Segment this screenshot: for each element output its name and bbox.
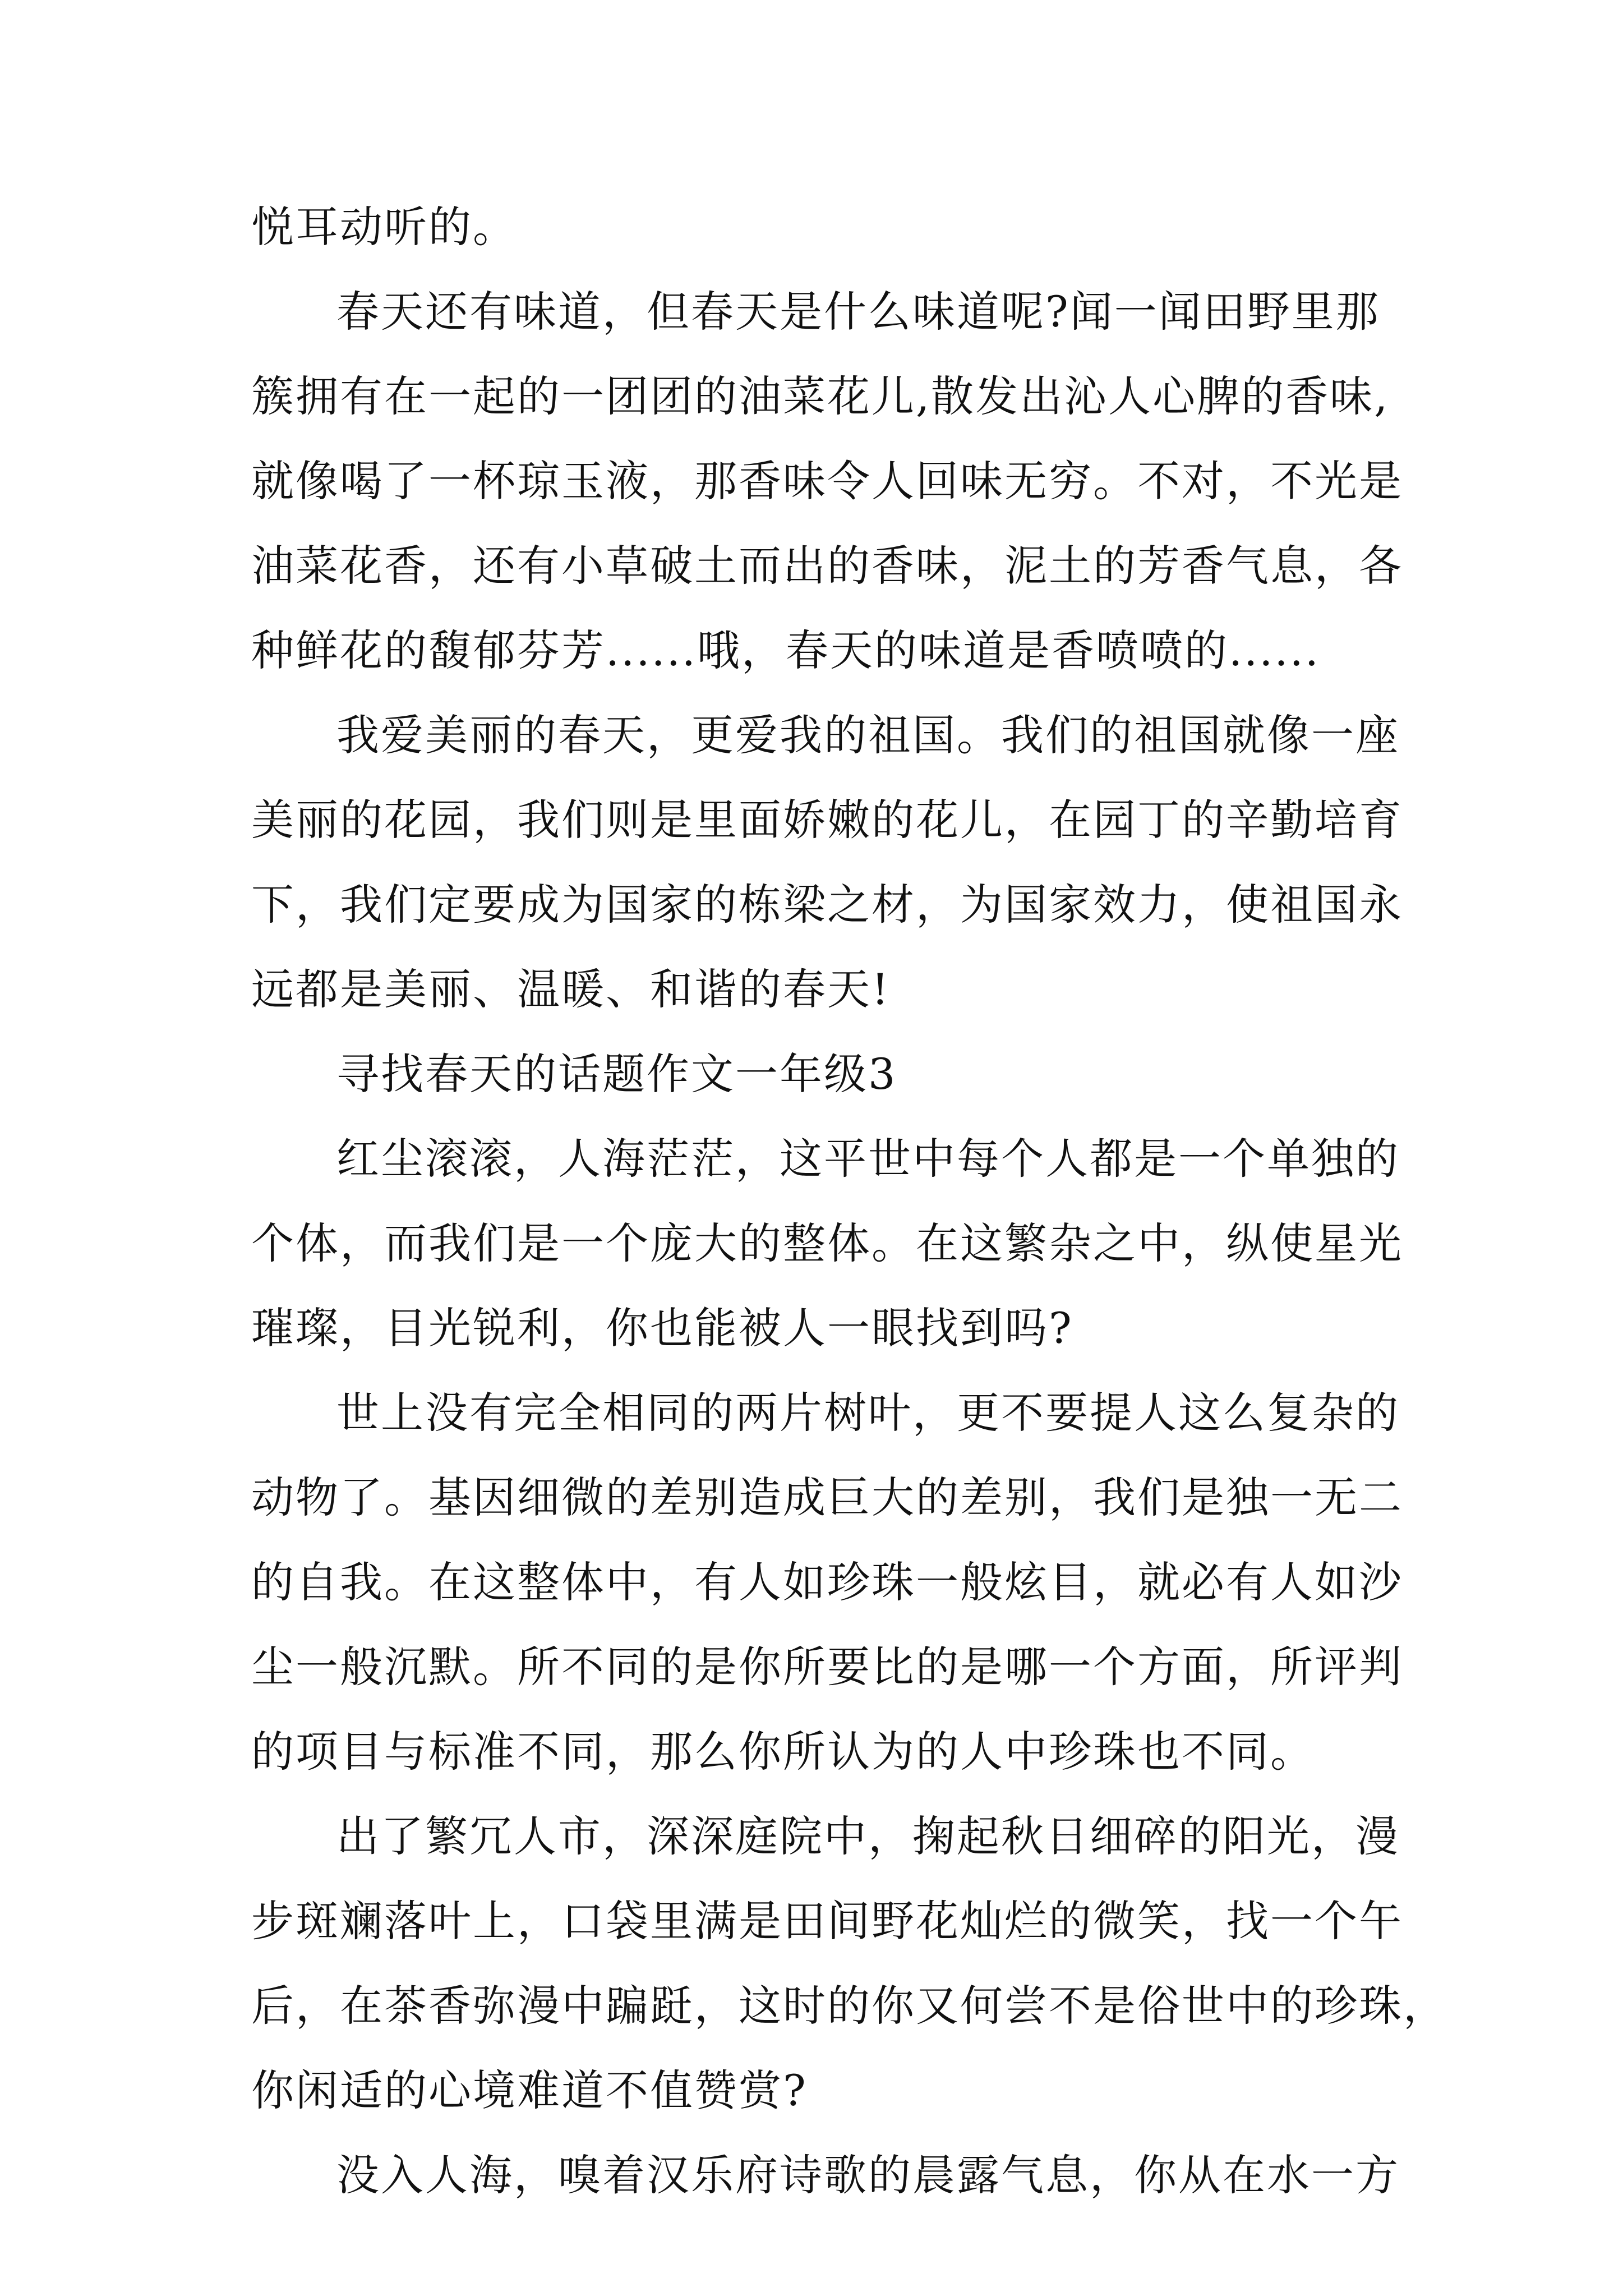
- text-line: 个体，而我们是一个庞大的整体。在这繁杂之中，纵使星光: [251, 1218, 1403, 1268]
- text-line: 下，我们定要成为国家的栋梁之材，为国家效力，使祖国永: [251, 880, 1403, 930]
- text-line: 动物了。基因细微的差别造成巨大的差别，我们是独一无二: [251, 1473, 1403, 1522]
- text-line: 的项目与标准不同，那么你所认为的人中珍珠也不同。: [251, 1727, 1315, 1777]
- text-line: 的自我。在这整体中，有人如珍珠一般炫目，就必有人如沙: [251, 1557, 1403, 1607]
- text-line: 你闲适的心境难道不值赞赏?: [251, 2065, 808, 2115]
- text-line: 种鲜花的馥郁芬芳......哦，春天的味道是香喷喷的......: [251, 625, 1320, 675]
- paragraph-first-line: 我爱美丽的春天，更爱我的祖国。我们的祖国就像一座: [336, 710, 1400, 760]
- paragraph-first-line: 出了繁冗人市，深深庭院中，掬起秋日细碎的阳光，漫: [336, 1811, 1400, 1861]
- paragraph-first-line: 红尘滚滚，人海茫茫，这平世中每个人都是一个单独的: [336, 1134, 1400, 1184]
- section-heading: 寻找春天的话题作文一年级3: [336, 1049, 897, 1099]
- text-line: 簇拥有在一起的一团团的油菜花儿,散发出沁人心脾的香味,: [251, 371, 1390, 421]
- text-line: 远都是美丽、温暖、和谐的春天!: [251, 964, 891, 1014]
- text-line: 后，在茶香弥漫中蹁跹，这时的你又何尝不是俗世中的珍珠，: [251, 1981, 1447, 2031]
- text-line: 油菜花香，还有小草破土而出的香味，泥土的芳香气息，各: [251, 541, 1403, 591]
- text-line: 璀璨，目光锐利，你也能被人一眼找到吗?: [251, 1303, 1073, 1353]
- text-line: 步斑斓落叶上，口袋里满是田间野花灿烂的微笑，找一个午: [251, 1896, 1403, 1946]
- text-line: 尘一般沉默。所不同的是你所要比的是哪一个方面，所评判: [251, 1642, 1403, 1692]
- paragraph-first-line: 没入人海，嗅着汉乐府诗歌的晨露气息，你从在水一方: [336, 2150, 1400, 2200]
- text-line: 悦耳动听的。: [251, 202, 517, 252]
- text-line: 就像喝了一杯琼玉液，那香味令人回味无穷。不对，不光是: [251, 456, 1403, 506]
- paragraph-first-line: 世上没有完全相同的两片树叶，更不要提人这么复杂的: [336, 1388, 1400, 1438]
- paragraph-first-line: 春天还有味道，但春天是什么味道呢?闻一闻田野里那: [336, 287, 1380, 337]
- text-line: 美丽的花园，我们则是里面娇嫩的花儿，在园丁的辛勤培育: [251, 795, 1403, 845]
